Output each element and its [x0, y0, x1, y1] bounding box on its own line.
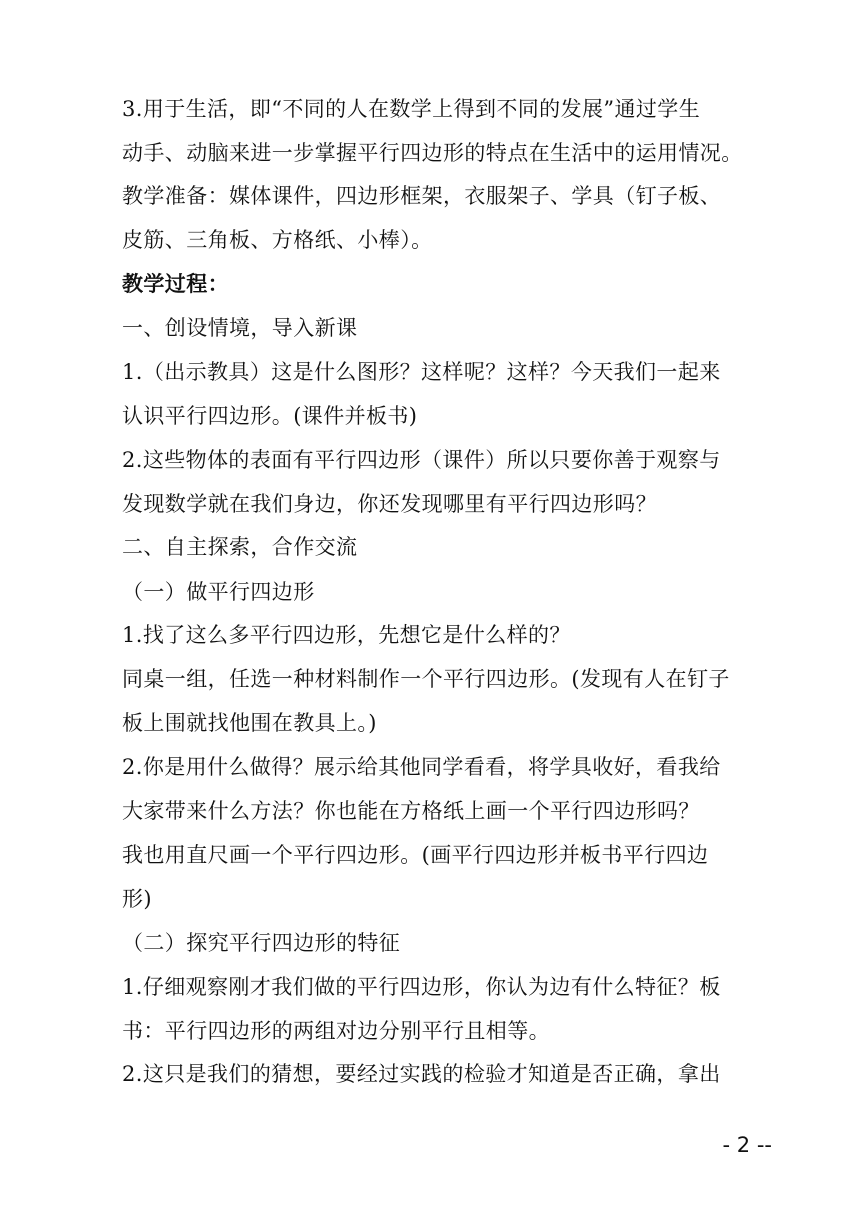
text-line: 2.这些物体的表面有平行四边形（课件）所以只要你善于观察与 [122, 448, 721, 472]
text-line: 书：平行四边形的两组对边分别平行且相等。 [122, 1019, 550, 1043]
text-line: 动手、动脑来进一步掌握平行四边形的特点在生活中的运用情况。 [122, 141, 743, 165]
text-line: 发现数学就在我们身边，你还发现哪里有平行四边形吗？ [122, 492, 657, 516]
section-heading: 一、创设情境，导入新课 [122, 316, 358, 340]
text-line: 2.你是用什么做得？展示给其他同学看看，将学具收好，看我给 [122, 755, 721, 779]
text-line: 皮筋、三角板、方格纸、小棒）。 [122, 228, 433, 252]
text-line: 板上围就找他围在教具上。) [122, 711, 377, 735]
text-line: 1.（出示教具）这是什么图形？这样呢？这样？今天我们一起来 [122, 360, 721, 384]
page-number: - 2 -- [722, 1133, 772, 1157]
text-line: 形) [122, 887, 152, 911]
text-line: 大家带来什么方法？你也能在方格纸上画一个平行四边形吗？ [122, 799, 700, 823]
text-line: 1.找了这么多平行四边形，先想它是什么样的？ [122, 623, 571, 647]
section-heading: 教学过程： [122, 272, 229, 296]
text-line: 认识平行四边形。(课件并板书) [122, 404, 418, 428]
text-line: 同桌一组，任选一种材料制作一个平行四边形。(发现有人在钉子 [122, 667, 730, 691]
text-line: 3.用于生活，即“不同的人在数学上得到不同的发展”通过学生 [122, 97, 701, 121]
subsection-heading: （一）做平行四边形 [122, 580, 315, 604]
subsection-heading: （二）探究平行四边形的特征 [122, 931, 401, 955]
text-line: 1.仔细观察刚才我们做的平行四边形，你认为边有什么特征？板 [122, 975, 721, 999]
section-heading: 二、自主探索，合作交流 [122, 535, 358, 559]
text-line: 2.这只是我们的猜想，要经过实践的检验才知道是否正确，拿出 [122, 1062, 721, 1086]
text-line: 教学准备：媒体课件，四边形框架，衣服架子、学具（钉子板、 [122, 184, 722, 208]
text-line: 我也用直尺画一个平行四边形。(画平行四边形并板书平行四边 [122, 843, 709, 867]
